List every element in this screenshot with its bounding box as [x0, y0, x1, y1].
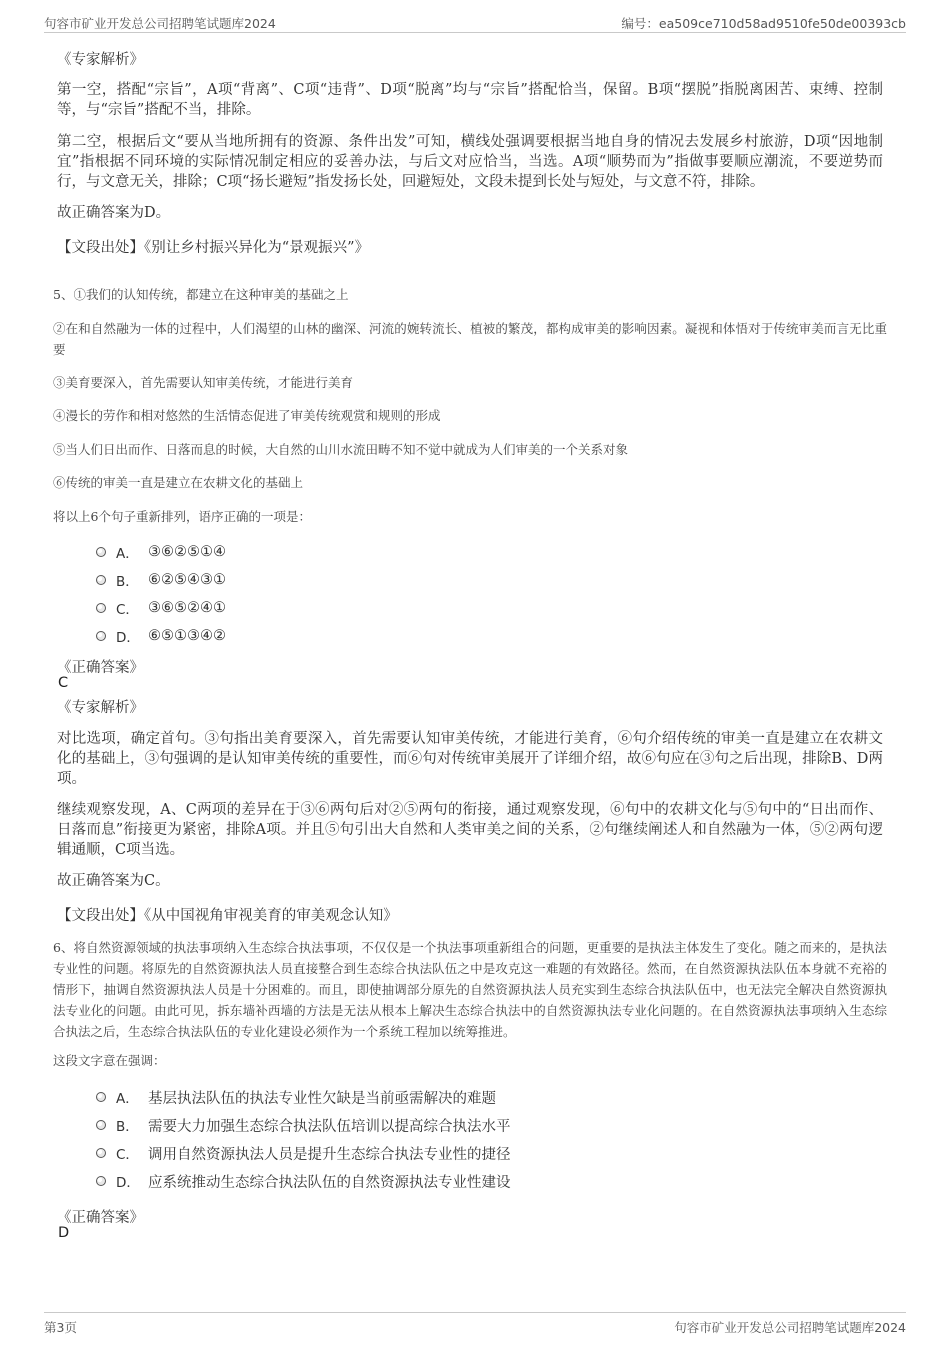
q6-option-c[interactable] — [96, 1142, 511, 1164]
q5-option-c[interactable] — [96, 597, 226, 619]
q5-prompt: 将以上6个句子重新排列，语序正确的一项是： — [53, 509, 311, 524]
header-title: 句容市矿业开发总公司招聘笔试题库2024 — [44, 16, 276, 31]
q6-answer: D — [58, 1225, 70, 1241]
page-footer — [44, 1312, 906, 1335]
q4-analysis-para2: 第二空，根据后文“要从当地所拥有的资源、条件出发”可知，横线处强调要根据当地自身的情况去发展乡村旅游，D项“因地制宜”指根据不同环境的实际情况制定相应的妥善办法，与后文对应恰当，当选。A项“顺势而为”指做事要顺应潮流，不要逆势而行，与文意无关，排除；C项“扬长避短”指发扬长处，回避短处，文段未提到长处与短处，与文意不符，排除。 — [57, 134, 883, 190]
option-text: ③⑥⑤②④① — [148, 600, 226, 616]
q6-stem: 6、将自然资源领域的执法事项纳入生态综合执法事项，不仅仅是一个执法事项重新组合的问题，更重要的是执法主体发生了变化。随之而来的，是执法专业性的问题。将原先的自然资源执法人员直接整合到生态综合执法队伍之中是攻克这一难题的有效路径。然而，在自然资源执法队伍本身就不充裕的情形下，抽调自然资源执法人员是十分困难的。而且，即使抽调部分原先的自然资源执法人员充实到生态综合执法队伍中，也无法完全解决自然资源执法专业化的问题。由此可见，拆东墙补西墙的方法是无法从根本上解决生态综合执法中的自然资源执法专业化问题的。在自然资源执法事项纳入生态综合执法之后，生态综合执法队伍的专业化建设必须作为一个系统工程加以统筹推进。 — [53, 940, 887, 1039]
q5-analysis-para2: 继续观察发现，A、C两项的差异在于③⑥两句后对②⑤两句的衔接，通过观察发现，⑥句中的农耕文化与⑤句中的“日出而作、日落而息”衔接更为紧密，排除A项。并且⑤句引出大自然和人类审美之间的关系，②句继续阐述人和自然融为一体，⑤②两句逻辑通顺，C项当选。 — [57, 802, 883, 858]
q5-analysis-label: 《专家解析》 — [57, 700, 144, 716]
option-text: 调用自然资源执法人员是提升生态综合执法专业性的捷径 — [148, 1146, 511, 1163]
q5-sentence-1: 5、①我们的认知传统，都建立在这种审美的基础之上 — [53, 287, 349, 302]
option-key: D． — [116, 1175, 140, 1191]
page-header — [44, 14, 906, 33]
q4-source: 【文段出处】《别让乡村振兴异化为“景观振兴”》 — [57, 240, 370, 256]
q5-option-b[interactable] — [96, 569, 226, 591]
radio-icon[interactable] — [96, 1120, 106, 1130]
q5-conclusion: 故正确答案为C。 — [57, 873, 170, 889]
option-key: C． — [116, 602, 139, 618]
option-key: A． — [116, 1091, 139, 1107]
option-text: 基层执法队伍的执法专业性欠缺是当前亟需解决的难题 — [148, 1090, 496, 1107]
option-text: 应系统推动生态综合执法队伍的自然资源执法专业性建设 — [148, 1174, 511, 1191]
option-key: A． — [116, 546, 139, 562]
radio-icon[interactable] — [96, 603, 106, 613]
option-text: 需要大力加强生态综合执法队伍培训以提高综合执法水平 — [148, 1118, 511, 1135]
radio-icon[interactable] — [96, 1176, 106, 1186]
q5-answer: C — [58, 675, 69, 691]
radio-icon[interactable] — [96, 1092, 106, 1102]
q5-option-d[interactable] — [96, 625, 226, 647]
q4-conclusion: 故正确答案为D。 — [57, 205, 171, 221]
q5-source: 【文段出处】《从中国视角审视美育的审美观念认知》 — [57, 908, 398, 924]
q6-prompt: 这段文字意在强调： — [53, 1053, 166, 1068]
radio-icon[interactable] — [96, 631, 106, 641]
q5-sentence-5: ⑤当人们日出而作、日落而息的时候，大自然的山川水流田畴不知不觉中就成为人们审美的一个关系对象 — [53, 442, 629, 457]
q5-option-a[interactable] — [96, 541, 226, 563]
q6-option-b[interactable] — [96, 1114, 511, 1136]
q6-answer-label: 《正确答案》 — [57, 1210, 144, 1226]
radio-icon[interactable] — [96, 575, 106, 585]
option-key: C． — [116, 1147, 139, 1163]
option-key: D． — [116, 630, 140, 646]
q5-sentence-2: ②在和自然融为一体的过程中，人们渴望的山林的幽深、河流的婉转流长、植被的繁茂，都构成审美的影响因素。凝视和体悟对于传统审美而言无比重要 — [53, 321, 887, 357]
q4-analysis-label: 《专家解析》 — [57, 52, 144, 68]
q5-sentence-6: ⑥传统的审美一直是建立在农耕文化的基础上 — [53, 475, 304, 490]
q5-sentence-3: ③美育要深入，首先需要认知审美传统，才能进行美育 — [53, 375, 354, 390]
q5-answer-label: 《正确答案》 — [57, 660, 144, 676]
radio-icon[interactable] — [96, 1148, 106, 1158]
q6-option-a[interactable] — [96, 1086, 496, 1108]
header-doc-id: 编号：ea509ce710d58ad9510fe50de00393cb — [621, 16, 906, 31]
q5-sentence-4: ④漫长的劳作和相对悠然的生活情态促进了审美传统观赏和规则的形成 — [53, 408, 441, 423]
q5-analysis-para1: 对比选项，确定首句。③句指出美育要深入，首先需要认知审美传统，才能进行美育，⑥句介绍传统的审美一直是建立在农耕文化的基础上，③句强调的是认知审美传统的重要性，而⑥句对传统审美展开了详细介绍，故⑥句应在③句之后出现，排除B、D两项。 — [57, 731, 883, 787]
option-text: ⑥⑤①③④② — [148, 628, 226, 644]
option-text: ③⑥②⑤①④ — [148, 544, 226, 560]
option-text: ⑥②⑤④③① — [148, 572, 226, 588]
q4-analysis-para1: 第一空，搭配“宗旨”，A项“背离”、C项“违背”、D项“脱离”均与“宗旨”搭配恰当，保留。B项“摆脱”指脱离困苦、束缚、控制等，与“宗旨”搭配不当，排除。 — [57, 82, 883, 118]
page-number: 第3页 — [44, 1320, 77, 1335]
footer-title: 句容市矿业开发总公司招聘笔试题库2024 — [674, 1320, 906, 1335]
option-key: B． — [116, 574, 139, 590]
q6-option-d[interactable] — [96, 1170, 511, 1192]
option-key: B． — [116, 1119, 139, 1135]
radio-icon[interactable] — [96, 547, 106, 557]
